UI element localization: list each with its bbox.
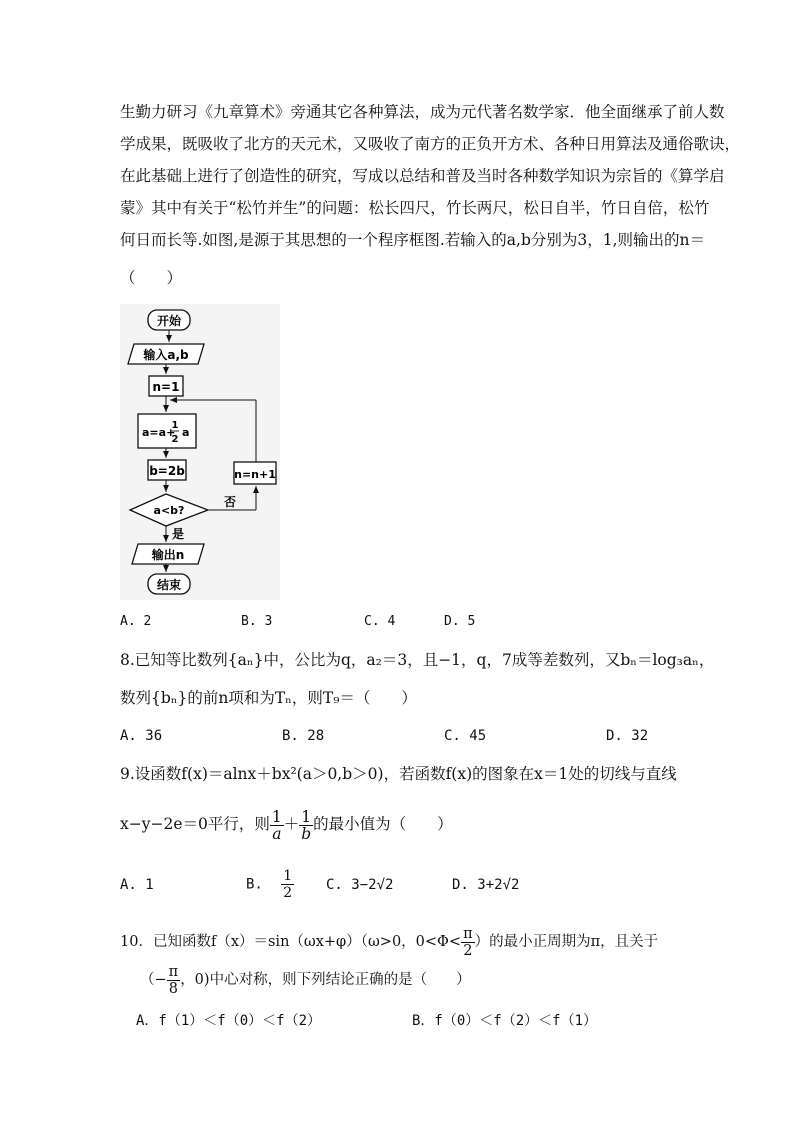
q7-option-c: C. 4 [364, 614, 396, 629]
q9-option-b: B. $\frac{1}{2}$ [246, 868, 293, 901]
q7-option-a: A. 2 [120, 614, 152, 629]
flow-step-a-num: 1 [171, 420, 179, 431]
flowchart [120, 304, 280, 600]
flow-yes-label: 是 [172, 527, 185, 541]
flow-step-a-suffix: a [182, 426, 190, 439]
q7-text-line-3: 在此基础上进行了创造性的研究，写成以总结和普及当时各种数学知识为宗旨的《算学启 [120, 167, 725, 185]
q9-fraction-1-over-a: $\frac{1}{a}$ [271, 807, 282, 843]
q8-option-a: A. 36 [120, 728, 163, 744]
q7-answer-paren: （ ） [120, 269, 183, 287]
q7-text-line-2: 学成果，既吸收了北方的天元术，又吸收了南方的正负开方术、各种日用算法及通俗歌诀， [120, 135, 741, 153]
q10-text-line-2: （− $\frac{\pi}{8}$ ，0)中心对称，则下列结论正确的是（ ） [140, 963, 471, 997]
flow-increment-label: n=n+1 [234, 468, 276, 481]
flow-start-label: 开始 [156, 314, 182, 328]
q7-text-line-1: 生勤力研习《九章算术》旁通其它各种算法，成为元代著名数学家．他全面继承了前人数 [120, 103, 725, 121]
q7-text-line-4: 蒙》其中有关于“松竹并生”的问题：松长四尺，竹长两尺，松日自半，竹日自倍，松竹 [120, 199, 710, 217]
flow-end-label: 结束 [156, 578, 182, 592]
q10-text-line-1: 10．已知函数f（x）＝sin（ωx+φ）（ω>0，0<Φ< $\frac{\pi}{2}$ ）的最小正周期为π，且关于 [120, 925, 659, 959]
q10-option-b: B．f（0）＜f（2）＜f（1） [412, 1013, 598, 1029]
flow-output-label: 输出n [151, 548, 185, 562]
q10-option-a: A．f（1）＜f（0）＜f（2） [136, 1013, 322, 1029]
q10-fraction-pi-over-8: $\frac{\pi}{8}$ [168, 963, 179, 997]
flow-condition-label: a<b? [153, 504, 185, 517]
q9-plus: ＋ [283, 815, 300, 833]
q7-text-line-5: 何日而长等.如图,是源于其思想的一个程序框图.若输入的a,b分别为3，1,则输出的n＝ [120, 231, 706, 249]
q9-text-line-1: 9.设函数f(x)＝alnx＋bx²(a＞0,b＞0)，若函数f(x)的图象在x＝1处的切线与直线 [120, 765, 677, 783]
q9-text-line-2 [120, 806, 453, 842]
q8-option-d: D. 32 [606, 728, 649, 744]
q8-option-c: C. 45 [444, 728, 487, 744]
q7-option-b: B. 3 [241, 614, 273, 629]
q9-option-d: D. 3+2√2 [452, 877, 520, 893]
q8-text-line-2: 数列{bₙ}的前n项和为Tₙ，则T₉＝（ ） [120, 689, 417, 707]
q10-fraction-pi-over-2: $\frac{\pi}{2}$ [463, 925, 473, 959]
q7-option-d: D. 5 [444, 614, 476, 629]
flow-init-label: n=1 [152, 380, 180, 394]
q9-option-b-fraction: $\frac{1}{2}$ [283, 868, 293, 901]
q8-text-line-1: 8.已知等比数列{aₙ}中，公比为q，a₂＝3，且−1，q，7成等差数列，又bₙ＝log₃aₙ， [120, 651, 715, 669]
q9-line2-pre: x−y−2e＝0平行，则 [120, 815, 270, 833]
q9-option-a: A. 1 [120, 877, 154, 893]
flow-step-a-den: 2 [171, 434, 179, 445]
flow-step-a-prefix: a=a+ [142, 426, 176, 439]
flow-step-b-label: b=2b [149, 464, 185, 478]
q9-line2-post: 的最小值为（ ） [313, 815, 453, 833]
q9-fraction-1-over-b: $\frac{1}{b}$ [301, 807, 312, 843]
flow-input-label: 输入a,b [143, 348, 189, 362]
q8-option-b: B. 28 [282, 728, 325, 744]
flow-no-label: 否 [224, 495, 237, 509]
q9-option-c: C. 3−2√2 [326, 877, 394, 893]
